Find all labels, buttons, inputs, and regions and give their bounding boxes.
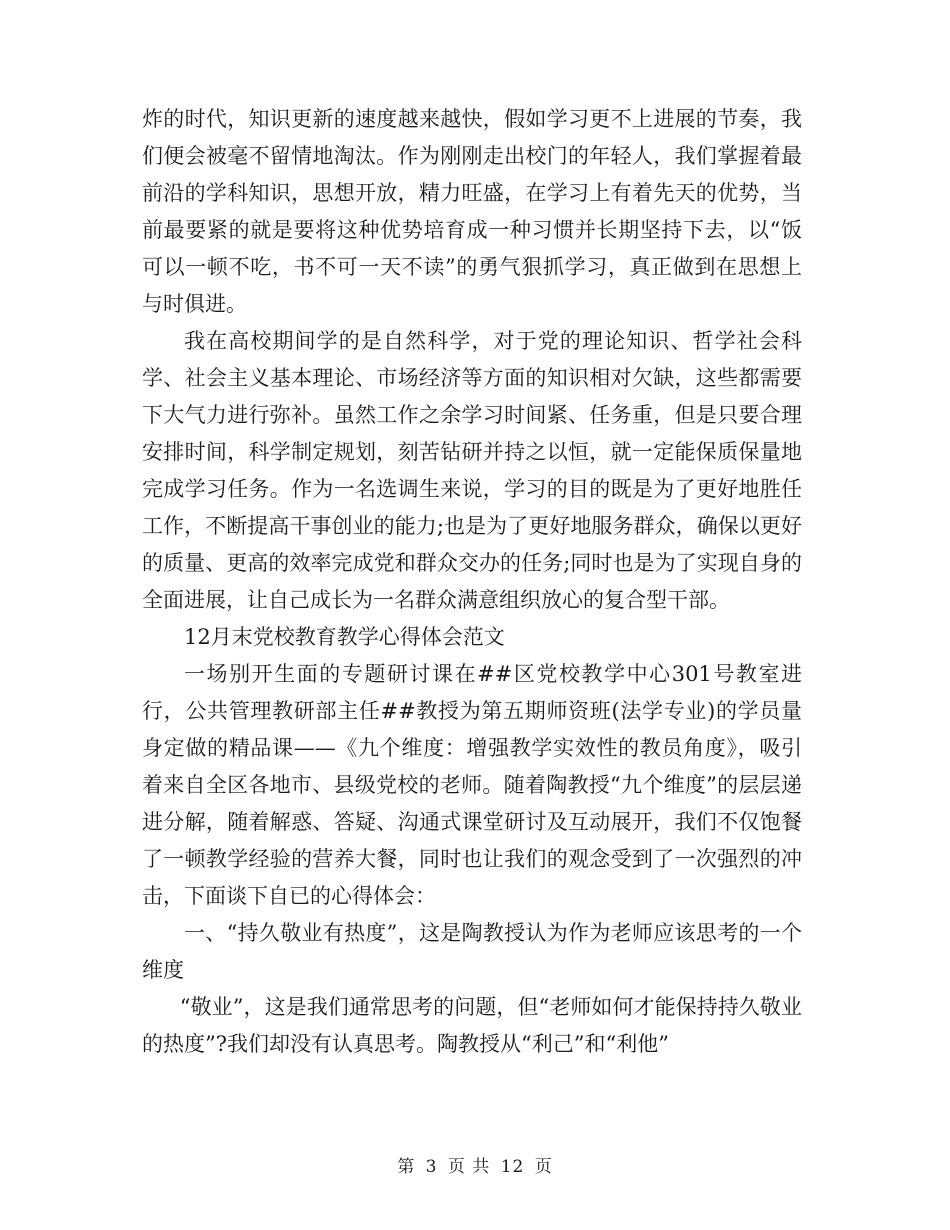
section-heading: 12月末党校教育教学心得体会范文 bbox=[184, 625, 505, 649]
paragraph-seminar: 一场别开生面的专题研讨课在##区党校教学中心301号教室进行，公共管理教研部主任##教授为第五期师资班(法学专业)的学员量身定做的精品课——《九个维度：增强教学实效性的教员角度》，吸引着来自全区各地市、县级党校的老师。随着陶教授“九个维度”的层层递进分解，随着解惑、答疑、沟通式课堂研讨及互动展开，我们不仅饱餐了一顿教学经验的营养大餐，同时也让我们的观念受到了一次强烈的冲击，下面谈下自已的心得体会： bbox=[142, 662, 802, 908]
document-body bbox=[142, 101, 802, 1063]
paragraph-dedication: “敬业”，这是我们通常思考的问题，但“老师如何才能保持持久敬业的热度”?我们却没有认真思考。陶教授从“利己”和“利他” bbox=[142, 995, 802, 1056]
footer-total-pages: 12 bbox=[500, 1157, 525, 1177]
footer-prefix: 第 bbox=[397, 1157, 416, 1177]
paragraph-study: 我在高校期间学的是自然科学，对于党的理论知识、哲学社会科学、社会主义基本理论、市场经济等方面的知识相对欠缺，这些都需要下大气力进行弥补。虽然工作之余学习时间紧、任务重，但是只要合理安排时间，科学制定规划，刻苦钻研并持之以恒，就一定能保质保量地完成学习任务。作为一名选调生来说，学习的目的既是为了更好地胜任工作，不断提高干事创业的能力;也是为了更好地服务群众，确保以更好的质量、更高的效率完成党和群众交办的任务;同时也是为了实现自身的全面进展，让自己成长为一名群众满意组织放心的复合型干部。 bbox=[142, 329, 802, 612]
footer-middle: 页 共 bbox=[447, 1157, 491, 1177]
footer-suffix: 页 bbox=[534, 1157, 553, 1177]
point-one-heading: 一、“持久敬业有热度”，这是陶教授认为作为老师应该思考的一个维度 bbox=[142, 921, 802, 982]
page-footer bbox=[0, 1152, 950, 1177]
paragraph-continuation: 炸的时代，知识更新的速度越来越快，假如学习更不上进展的节奏，我们便会被毫不留情地淘汰。作为刚刚走出校门的年轻人，我们掌握着最前沿的学科知识，思想开放，精力旺盛，在学习上有着先天的优势，当前最要紧的就是要将这种优势培育成一种习惯并长期坚持下去，以“饭可以一顿不吃，书不可一天不读”的勇气狠抓学习，真正做到在思想上与时俱进。 bbox=[142, 107, 802, 316]
footer-page-number: 3 bbox=[425, 1157, 438, 1177]
